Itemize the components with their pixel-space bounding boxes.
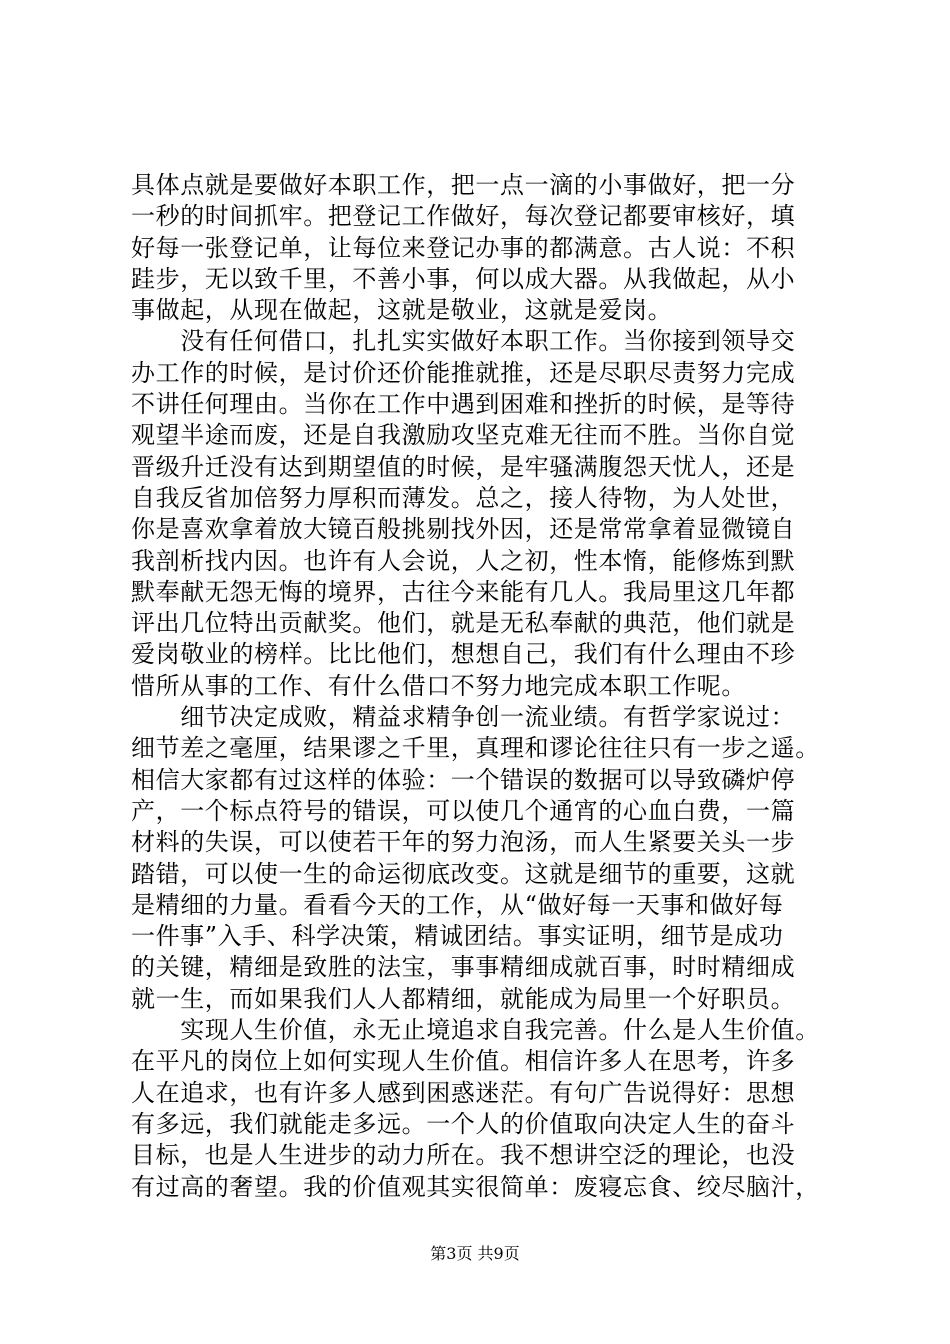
text-line: 评出几位特出贡献奖。他们，就是无私奉献的典范，他们就是 xyxy=(131,609,796,638)
text-line: 的关键，精细是致胜的法宝，事事精细成就百事，时时精细成 xyxy=(131,953,796,982)
text-line: 我剖析找内因。也许有人会说，人之初，性本惰，能修炼到默 xyxy=(131,546,796,575)
page-number: 第3页 共9页 xyxy=(430,1244,520,1263)
text-line: 材料的失误，可以使若干年的努力泡汤，而人生紧要关头一步 xyxy=(131,828,796,857)
body-text xyxy=(131,170,851,1203)
text-line: 有过高的奢望。我的价值观其实很简单：废寝忘食、绞尽脑汁， xyxy=(131,1172,820,1201)
text-line: 相信大家都有过这样的体验：一个错误的数据可以导致磷炉停 xyxy=(131,765,796,794)
text-line: 晋级升迁没有达到期望值的时候，是牢骚满腹怨天忧人，还是 xyxy=(131,452,796,481)
text-line: 自我反省加倍努力厚积而薄发。总之，接人待物，为人处世， xyxy=(131,483,796,512)
text-line: 默奉献无怨无悔的境界，古往今来能有几人。我局里这几年都 xyxy=(131,577,796,606)
text-line: 一秒的时间抓牢。把登记工作做好，每次登记都要审核好，填 xyxy=(131,202,796,231)
text-line: 实现人生价值，永无止境追求自我完善。什么是人生价值。 xyxy=(131,1016,820,1045)
text-line: 事做起，从现在做起，这就是敬业，这就是爱岗。 xyxy=(131,296,673,325)
text-line: 你是喜欢拿着放大镜百般挑剔找外因，还是常常拿着显微镜自 xyxy=(131,515,796,544)
text-line: 产，一个标点符号的错误，可以使几个通宵的心血白费，一篇 xyxy=(131,796,796,825)
text-line: 踏错，可以使一生的命运彻底改变。这就是细节的重要，这就 xyxy=(131,859,796,888)
text-line: 好每一张登记单，让每位来登记办事的都满意。古人说：不积 xyxy=(131,233,796,262)
text-line: 爱岗敬业的榜样。比比他们，想想自己，我们有什么理由不珍 xyxy=(131,640,796,669)
text-line: 惜所从事的工作、有什么借口不努力地完成本职工作呢。 xyxy=(131,671,746,700)
text-line: 不讲任何理由。当你在工作中遇到困难和挫折的时候，是等待 xyxy=(131,390,796,419)
text-line: 是精细的力量。看看今天的工作，从“做好每一天事和做好每 xyxy=(131,890,784,919)
page-footer xyxy=(0,1244,950,1264)
text-line: 有多远，我们就能走多远。一个人的价值取向决定人生的奋斗 xyxy=(131,1109,796,1138)
text-line: 细节差之毫厘，结果谬之千里，真理和谬论往往只有一步之遥。 xyxy=(131,734,820,763)
text-line: 办工作的时候，是讨价还价能推就推，还是尽职尽责努力完成 xyxy=(131,358,796,387)
text-line: 具体点就是要做好本职工作，把一点一滴的小事做好，把一分 xyxy=(131,171,796,199)
text-line: 在平凡的岗位上如何实现人生价值。相信许多人在思考，许多 xyxy=(131,1047,796,1076)
text-line: 就一生，而如果我们人人都精细，就能成为局里一个好职员。 xyxy=(131,984,796,1013)
text-line: 一件事”入手、科学决策，精诚团结。事实证明，细节是成功 xyxy=(131,922,784,951)
text-line: 观望半途而废，还是自我激励攻坚克难无往而不胜。当你自觉 xyxy=(131,421,796,450)
text-line: 没有任何借口，扎扎实实做好本职工作。当你接到领导交 xyxy=(131,327,796,356)
text-line: 跬步，无以致千里，不善小事，何以成大器。从我做起，从小 xyxy=(131,264,796,293)
text-line: 细节决定成败，精益求精争创一流业绩。有哲学家说过： xyxy=(131,703,796,732)
text-line: 人在追求，也有许多人感到困惑迷茫。有句广告说得好：思想 xyxy=(131,1078,796,1107)
text-line: 目标，也是人生进步的动力所在。我不想讲空泛的理论，也没 xyxy=(131,1141,796,1170)
